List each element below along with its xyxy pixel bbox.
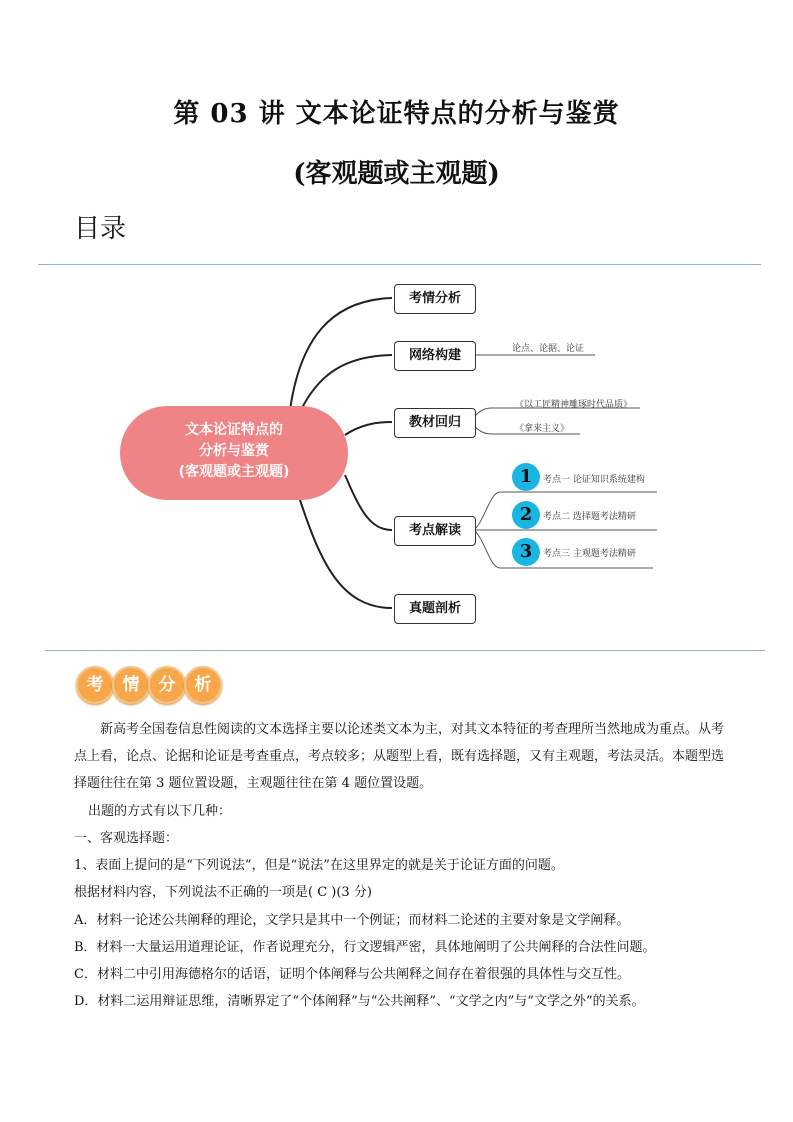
kaodian-number-3: 3 xyxy=(512,538,540,566)
mindmap-center-node xyxy=(120,406,348,500)
option-a: A．材料一论述公共阐释的理论，文学只是其中一个例证；而材料二论述的主要对象是文学阐释。 xyxy=(74,913,630,928)
option-c: C．材料二中引用海德格尔的话语，证明个体阐释与公共阐释之间存在着很强的具体性与交互性。 xyxy=(74,967,630,982)
kaodian-number-2: 2 xyxy=(512,501,540,529)
paragraph-methods: 出题的方式有以下几种： xyxy=(88,804,232,819)
node-jiaocai[interactable]: 教材回归 xyxy=(394,408,476,438)
node-wangluo[interactable]: 网络构建 xyxy=(394,341,476,371)
leaf-jiaocai-2: 《拿来主义》 xyxy=(515,424,570,434)
leaf-jiaocai-1: 《以工匠精神雕琢时代品质》 xyxy=(515,400,633,410)
option-b: B．材料一大量运用道理论证，作者说理充分，行文逻辑严密，具体地阐明了公共阐释的合法性问题。 xyxy=(74,940,656,955)
section-badge-char-2: 情 xyxy=(112,666,150,704)
question-stem: 根据材料内容，下列说法不正确的一项是( C )(3 分) xyxy=(74,885,372,900)
kaodian-number-1: 1 xyxy=(512,463,540,491)
divider-section xyxy=(45,650,765,651)
kaodian-item-2: 考点二 选择题考法精研 xyxy=(543,512,636,522)
section-badge-char-1: 考 xyxy=(76,666,114,704)
center-line-1: 文本论证特点的 xyxy=(185,422,283,438)
paragraph-intro: 新高考全国卷信息性阅读的文本选择主要以论述类文本为主，对其文本特征的考查理所当然地成为重点。从考点上看，论点、论据和论证是考查重点，考点较多；从题型上看，既有选择题，又有主观题，考法灵活。本题型选择题往往在第 3 题位置设题，主观题往往在第 4 题位置设题。 xyxy=(74,722,725,791)
heading-objective: 一、客观选择题： xyxy=(74,831,179,846)
toc-heading: 目录 xyxy=(74,214,127,244)
kaodian-item-1: 考点一 论证知识系统建构 xyxy=(543,475,645,485)
page-title: 第 03 讲 文本论证特点的分析与鉴赏 xyxy=(173,99,620,129)
center-line-2: 分析与鉴赏 xyxy=(199,443,269,459)
page-subtitle: (客观题或主观题) xyxy=(293,159,500,189)
node-zhenti[interactable]: 真题剖析 xyxy=(394,594,476,624)
paragraph-item-1: 1、表面上提问的是“下列说法”，但是“说法”在这里界定的就是关于论证方面的问题。 xyxy=(74,858,564,873)
node-kaodian[interactable]: 考点解读 xyxy=(394,516,476,546)
section-badge-char-4: 析 xyxy=(184,666,222,704)
leaf-wangluo: 论点、论据、论证 xyxy=(512,344,585,354)
center-line-3: (客观题或主观题) xyxy=(178,464,290,480)
option-d: D．材料二运用辩证思维，清晰界定了“个体阐释”与“公共阐释”、“文学之内”与“文学之外”的关系。 xyxy=(74,994,645,1009)
node-kaoqing[interactable]: 考情分析 xyxy=(394,284,476,314)
kaodian-item-3: 考点三 主观题考法精研 xyxy=(543,549,636,559)
section-badge-char-3: 分 xyxy=(148,666,186,704)
